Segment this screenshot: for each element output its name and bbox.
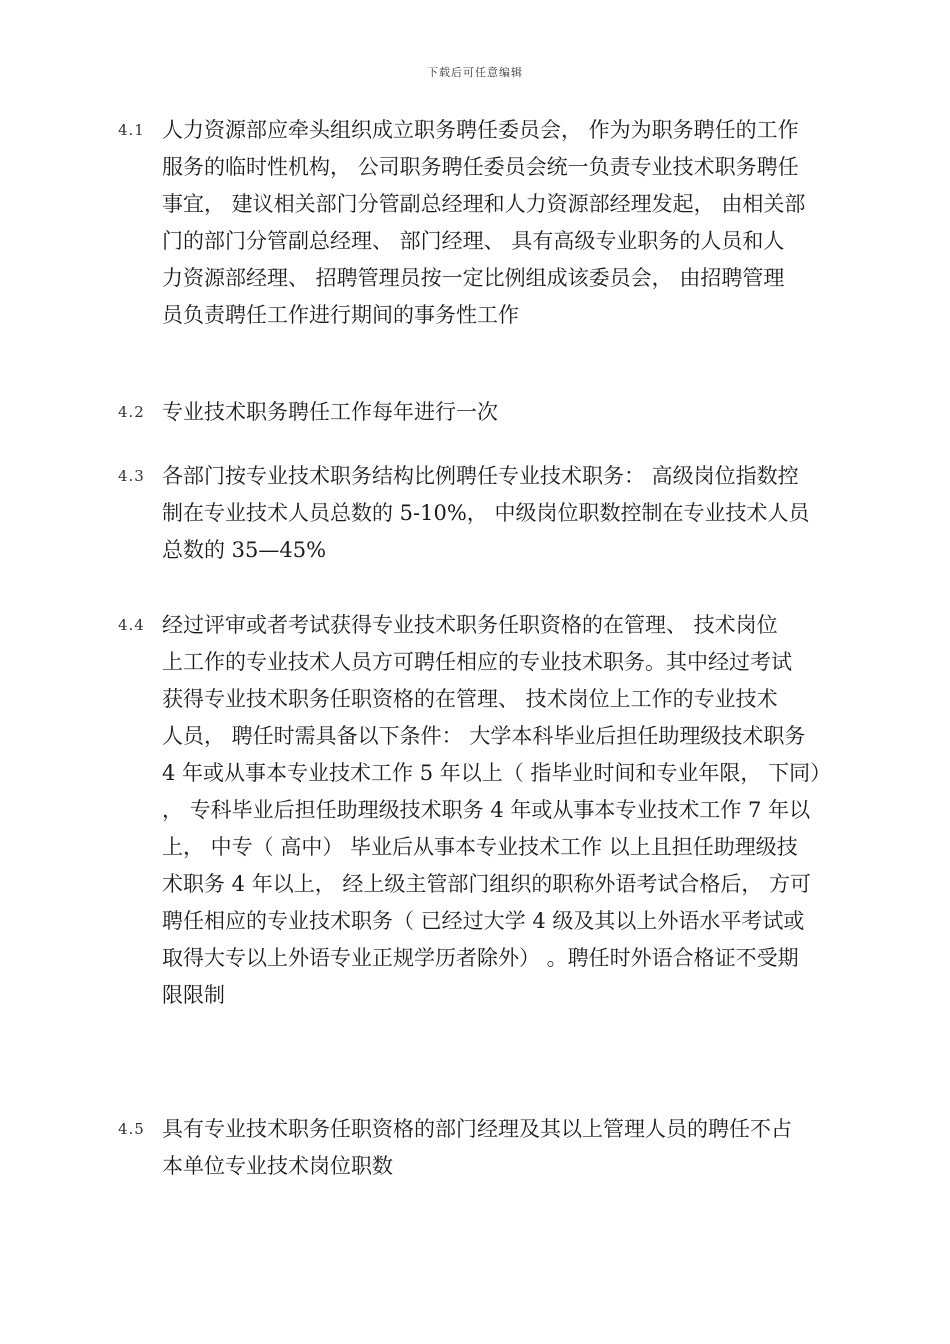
clause-line: 人力资源部应牵头组织成立职务聘任委员会， 作为为职务聘任的工作 (162, 118, 799, 142)
clause-line: 事宜， 建议相关部门分管副总经理和人力资源部经理发起， 由相关部 (162, 192, 806, 216)
clause-number: 4.5 (118, 1120, 145, 1138)
page-header: 下载后可任意编辑 (427, 66, 523, 79)
clause-line: 具有专业技术职务任职资格的部门经理及其以上管理人员的聘任不占 (162, 1117, 792, 1141)
clause-line: 门的部门分管副总经理、 部门经理、 具有高级专业职务的人员和人 (162, 229, 785, 253)
clause-line: ， 专科毕业后担任助理级技术职务 4 年或从事本专业技术工作 7 年以 (162, 798, 811, 822)
clause-number: 4.1 (118, 121, 145, 139)
clause-line: 各部门按专业技术职务结构比例聘任专业技术职务： 高级岗位指数控 (162, 464, 799, 488)
clause-line: 员负责聘任工作进行期间的事务性工作 (162, 303, 519, 327)
clause-body (162, 458, 862, 569)
clause-line: 4 年或从事本专业技术工作 5 年以上（ 指毕业时间和专业年限， 下同） (162, 761, 832, 785)
clause-body (162, 1111, 862, 1185)
clause-line: 经过评审或者考试获得专业技术职务任职资格的在管理、 技术岗位 (162, 613, 778, 637)
clause-line: 术职务 4 年以上， 经上级主管部门组织的职称外语考试合格后， 方可 (162, 872, 812, 896)
clause-line: 限限制 (162, 983, 225, 1007)
clause-body (162, 607, 862, 1014)
clause-line: 人员， 聘任时需具备以下条件： 大学本科毕业后担任助理级技术职务 (162, 724, 806, 748)
clause-line: 聘任相应的专业技术职务（ 已经过大学 4 级及其以上外语水平考试或 (162, 909, 805, 933)
clause-line: 总数的 35—45% (162, 538, 327, 562)
clause-number: 4.3 (118, 467, 145, 485)
clause-line: 获得专业技术职务任职资格的在管理、 技术岗位上工作的专业技术 (162, 687, 778, 711)
clause-line: 服务的临时性机构， 公司职务聘任委员会统一负责专业技术职务聘任 (162, 155, 799, 179)
clause-number: 4.4 (118, 616, 145, 634)
clause-line: 本单位专业技术岗位职数 (162, 1154, 393, 1178)
clause-number: 4.2 (118, 403, 145, 421)
clause-line: 专业技术职务聘任工作每年进行一次 (162, 400, 498, 424)
clause-body (162, 112, 862, 334)
clause-line: 力资源部经理、 招聘管理员按一定比例组成该委员会， 由招聘管理 (162, 266, 785, 290)
clause-line: 上工作的专业技术人员方可聘任相应的专业技术职务。其中经过考试 (162, 650, 792, 674)
clause-body (162, 394, 862, 431)
clause-line: 制在专业技术人员总数的 5-10%， 中级岗位职数控制在专业技术人员 (162, 501, 810, 525)
clause-line: 上， 中专（ 高中） 毕业后从事本专业技术工作 以上且担任助理级技 (162, 835, 798, 859)
clause-line: 取得大专以上外语专业正规学历者除外） 。聘任时外语合格证不受期 (162, 946, 799, 970)
